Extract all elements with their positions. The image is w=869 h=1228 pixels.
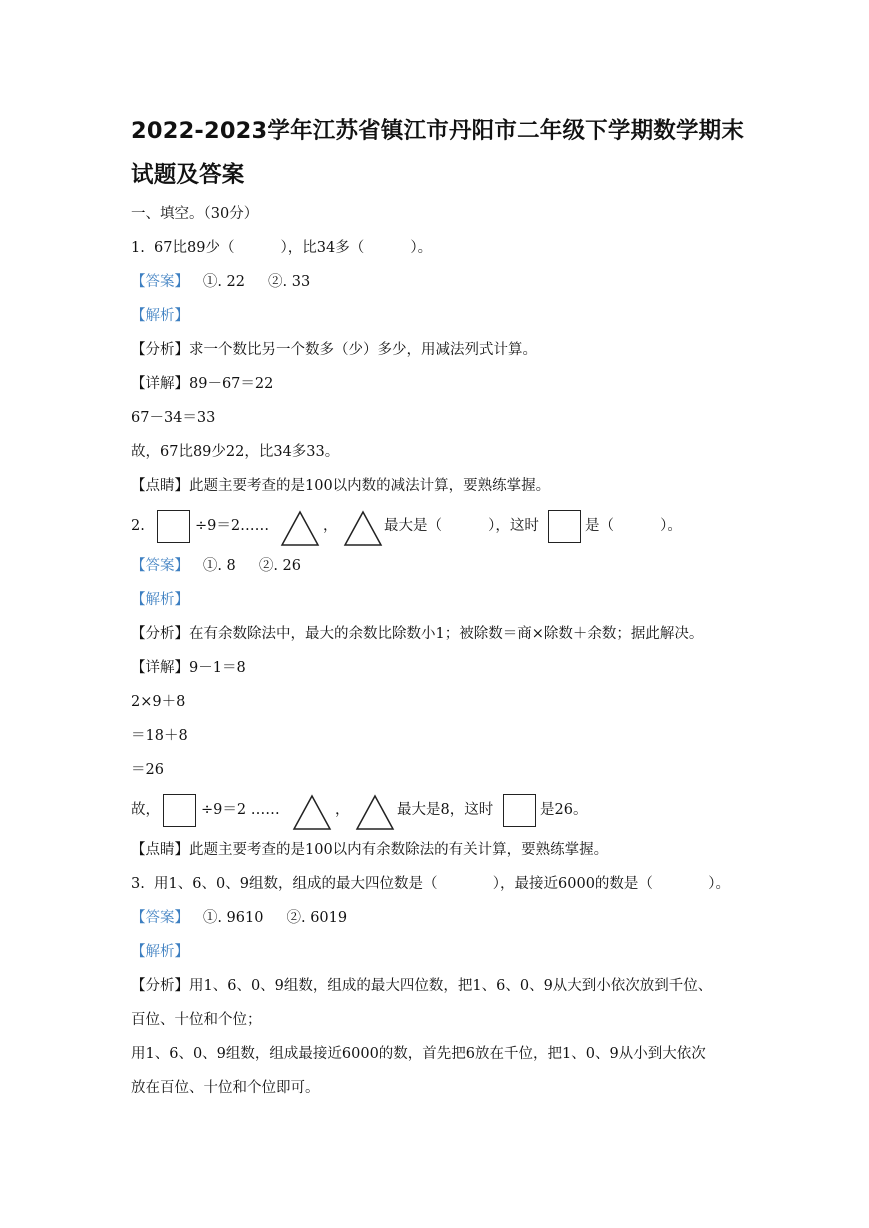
q2-analysis-line [131,624,703,644]
q3-jiexi-tag: 【解析】 [131,944,189,960]
q1-step-2: 67－34＝33 [131,410,216,426]
answer-tag: 【答案】 [131,558,189,574]
doc-title-line-1: 2022-2023学年江苏省镇江市丹阳市二年级下学期数学期末 [131,118,745,144]
q2-step-2: 2×9＋8 [131,694,186,710]
q2-division: ÷9＝2…… [195,518,270,534]
q1-answer-line [131,272,310,292]
q2-answer-line [131,556,301,576]
q2-max-text: 最大是（ ），这时 [384,518,539,534]
doc-title-line-2: 试题及答案 [131,162,245,188]
triangle-icon [355,794,395,830]
q2-comma: ， [323,518,338,534]
q2-number: 2. [131,518,145,534]
comment-tag: 【点睛】 [131,478,189,494]
q2-detail-line [131,658,246,678]
analysis-tag: 【分析】 [131,626,189,642]
answer-tag: 【答案】 [131,910,189,926]
q1-detail: 89－67＝22 [189,376,274,392]
q1-jiexi-tag: 【解析】 [131,308,189,324]
section-heading: 一、填空。（30分） [131,206,259,222]
q3-answer-line [131,908,347,928]
q3-analysis-line [131,976,712,996]
square-box-icon [548,510,581,543]
q2-is-text: 是（ ）。 [585,518,682,534]
q3-analysis-line-3: 用1、6、0、9组数，组成最接近6000的数，首先把6放在千位，把1、0、9从小到大依次 [131,1046,706,1062]
q2-conclusion-max: 最大是8，这时 [397,802,494,818]
q1-text: 1. 67比89少（ ），比34多（ ）。 [131,240,433,256]
q2-conclusion-prefix: 故， [131,802,160,818]
q2-comment: 此题主要考查的是100以内有余数除法的有关计算，要熟练掌握。 [189,842,609,858]
q1-analysis: 求一个数比另一个数多（少）多少，用减法列式计算。 [189,342,537,358]
analysis-tag: 【分析】 [131,978,189,994]
triangle-icon [343,510,383,546]
q2-jiexi-tag: 【解析】 [131,592,189,608]
q3-answer: ①. 9610 ②. 6019 [189,910,348,926]
square-box-icon [163,794,196,827]
q1-conclusion: 故，67比89少22，比34多33。 [131,444,340,460]
comment-tag: 【点睛】 [131,842,189,858]
q1-comment: 此题主要考查的是100以内数的减法计算，要熟练掌握。 [189,478,551,494]
q3-text: 3. 用1、6、0、9组数，组成的最大四位数是（ ），最接近6000的数是（ ）。 [131,876,730,892]
square-box-icon [503,794,536,827]
q3-analysis-line-4: 放在百位、十位和个位即可。 [131,1080,320,1096]
q2-conclusion-is: 是26。 [540,802,588,818]
q2-conclusion-division: ÷9＝2 …… [201,802,280,818]
square-box-icon [157,510,190,543]
triangle-icon [280,510,320,546]
q2-answer: ①. 8 ②. 26 [189,558,301,574]
detail-tag: 【详解】 [131,376,189,392]
q2-step-3: ＝18＋8 [131,728,188,744]
answer-tag: 【答案】 [131,274,189,290]
q3-analysis: 用1、6、0、9组数，组成的最大四位数，把1、6、0、9从大到小依次放到千位、 [189,978,713,994]
q1-analysis-line [131,340,537,360]
q3-analysis-line-2: 百位、十位和个位； [131,1012,262,1028]
q2-step-4: ＝26 [131,762,164,778]
q2-conclusion-comma: ， [335,802,350,818]
q2-detail: 9－1＝8 [189,660,246,676]
q2-analysis: 在有余数除法中，最大的余数比除数小1；被除数＝商×除数＋余数；据此解决。 [189,626,704,642]
q1-comment-line [131,476,550,496]
q2-comment-line [131,840,608,860]
q1-detail-line [131,374,273,394]
triangle-icon [292,794,332,830]
detail-tag: 【详解】 [131,660,189,676]
q1-answer: ①. 22 ②. 33 [189,274,311,290]
analysis-tag: 【分析】 [131,342,189,358]
